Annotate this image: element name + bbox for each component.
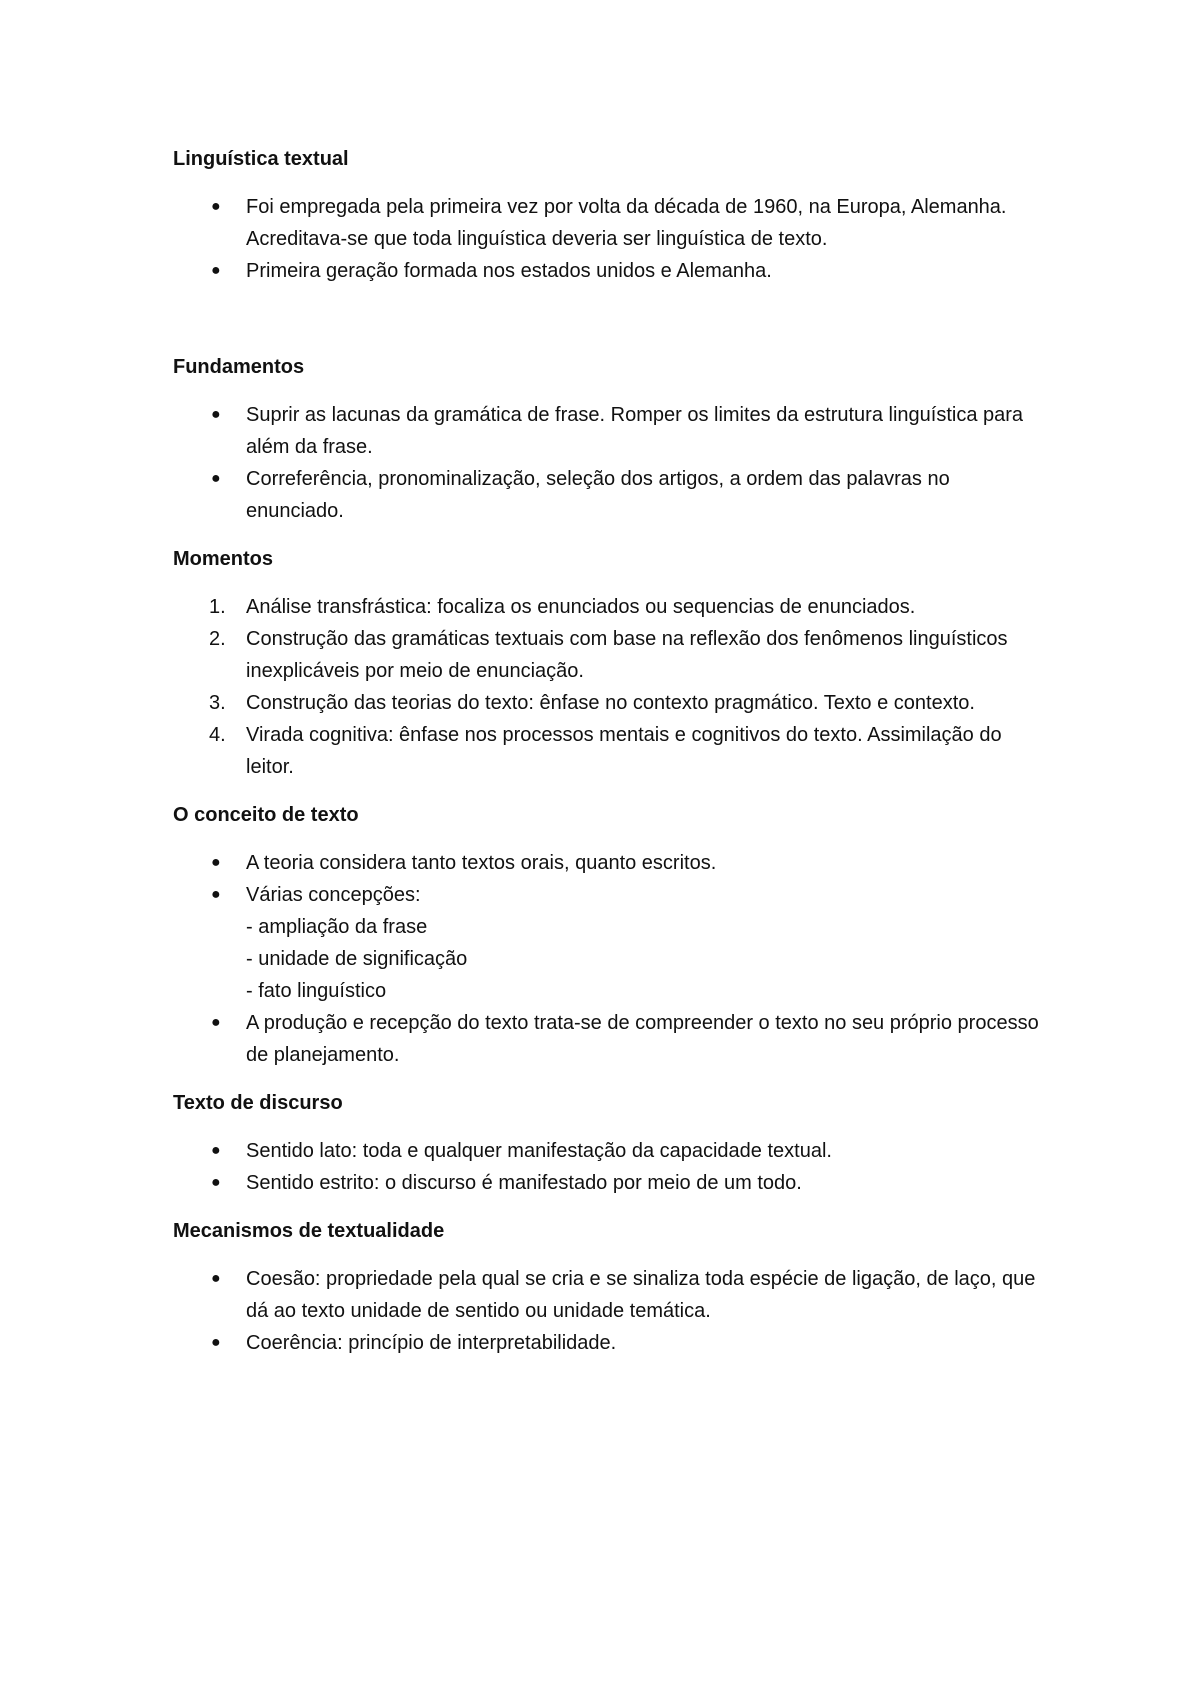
bullet-icon: ● xyxy=(211,470,221,487)
list-item-text: Sentido lato: toda e qualquer manifestação da capacidade textual. xyxy=(246,1140,832,1162)
bullet-icon: ● xyxy=(211,1014,221,1031)
section-texto-de-discurso xyxy=(173,1087,1053,1199)
list-item xyxy=(173,1135,1053,1167)
list-number: 2. xyxy=(209,628,226,650)
list-item xyxy=(173,879,1053,1007)
conception-line: - ampliação da frase xyxy=(246,916,428,938)
list-item-text: Suprir as lacunas da gramática de frase. Romper os limites da estrutura linguística para além da frase. xyxy=(246,404,1024,458)
list-item xyxy=(173,719,1053,783)
list-item xyxy=(173,591,1053,623)
list-item xyxy=(173,623,1053,687)
list-item-text: Virada cognitiva: ênfase nos processos mentais e cognitivos do texto. Assimilação do leitor. xyxy=(246,724,1002,778)
list-item-text: Foi empregada pela primeira vez por volta da década de 1960, na Europa, Alemanha. Acreditava-se que toda linguística deveria ser linguística de texto. xyxy=(246,196,1007,250)
list-item xyxy=(173,687,1053,719)
list-item-text: Coesão: propriedade pela qual se cria e se sinaliza toda espécie de ligação, de laço, que dá ao texto unidade de sentido ou unidade temática. xyxy=(246,1268,1036,1322)
section-heading: O conceito de texto xyxy=(173,804,359,826)
conception-line: - fato linguístico xyxy=(246,980,387,1002)
bullet-icon: ● xyxy=(211,262,221,279)
section-heading: Mecanismos de textualidade xyxy=(173,1220,445,1242)
list-item xyxy=(173,1167,1053,1199)
list-number: 1. xyxy=(209,596,226,618)
list-item xyxy=(173,847,1053,879)
conception-line: - unidade de significação xyxy=(246,948,468,970)
document-body xyxy=(173,143,1053,1375)
bullet-icon: ● xyxy=(211,854,221,871)
list-item xyxy=(173,463,1053,527)
list-item-text: Análise transfrástica: focaliza os enunciados ou sequencias de enunciados. xyxy=(246,596,916,618)
bullet-list xyxy=(173,1135,1053,1199)
bullet-list xyxy=(173,1263,1053,1359)
bullet-icon: ● xyxy=(211,1270,221,1287)
section-fundamentos xyxy=(173,351,1053,527)
bullet-list xyxy=(173,191,1053,287)
bullet-list xyxy=(173,399,1053,527)
list-item xyxy=(173,191,1053,255)
list-number: 4. xyxy=(209,724,226,746)
bullet-icon: ● xyxy=(211,198,221,215)
section-heading: Linguística textual xyxy=(173,148,349,170)
section-heading: Fundamentos xyxy=(173,356,305,378)
list-item-text: Correferência, pronominalização, seleção dos artigos, a ordem das palavras no enunciado. xyxy=(246,468,950,522)
list-item xyxy=(173,255,1053,287)
list-item xyxy=(173,1007,1053,1071)
section-conceito-de-texto xyxy=(173,799,1053,1071)
bullet-icon: ● xyxy=(211,886,221,903)
section-momentos xyxy=(173,543,1053,783)
conceptions-label: Várias concepções: xyxy=(246,884,421,906)
list-item xyxy=(173,1327,1053,1359)
bullet-icon: ● xyxy=(211,1334,221,1351)
section-mecanismos-de-textualidade xyxy=(173,1215,1053,1359)
bullet-list xyxy=(173,847,1053,1071)
bullet-icon: ● xyxy=(211,1142,221,1159)
list-item-text: A teoria considera tanto textos orais, quanto escritos. xyxy=(246,852,717,874)
list-item-text: A produção e recepção do texto trata-se de compreender o texto no seu próprio processo de planejamento. xyxy=(246,1012,1039,1066)
numbered-list xyxy=(173,591,1053,783)
list-item-text: Construção das teorias do texto: ênfase no contexto pragmático. Texto e contexto. xyxy=(246,692,975,714)
list-item xyxy=(173,1263,1053,1327)
section-heading: Momentos xyxy=(173,548,273,570)
section-linguistica-textual xyxy=(173,143,1053,287)
list-item xyxy=(173,399,1053,463)
list-item-text: Sentido estrito: o discurso é manifestado por meio de um todo. xyxy=(246,1172,802,1194)
section-heading: Texto de discurso xyxy=(173,1092,343,1114)
list-item-text: Construção das gramáticas textuais com base na reflexão dos fenômenos linguísticos inexplicáveis por meio de enunciação. xyxy=(246,628,1008,682)
bullet-icon: ● xyxy=(211,1174,221,1191)
list-item-text: Primeira geração formada nos estados unidos e Alemanha. xyxy=(246,260,772,282)
bullet-icon: ● xyxy=(211,406,221,423)
list-item-text: Coerência: princípio de interpretabilidade. xyxy=(246,1332,617,1354)
list-number: 3. xyxy=(209,692,226,714)
